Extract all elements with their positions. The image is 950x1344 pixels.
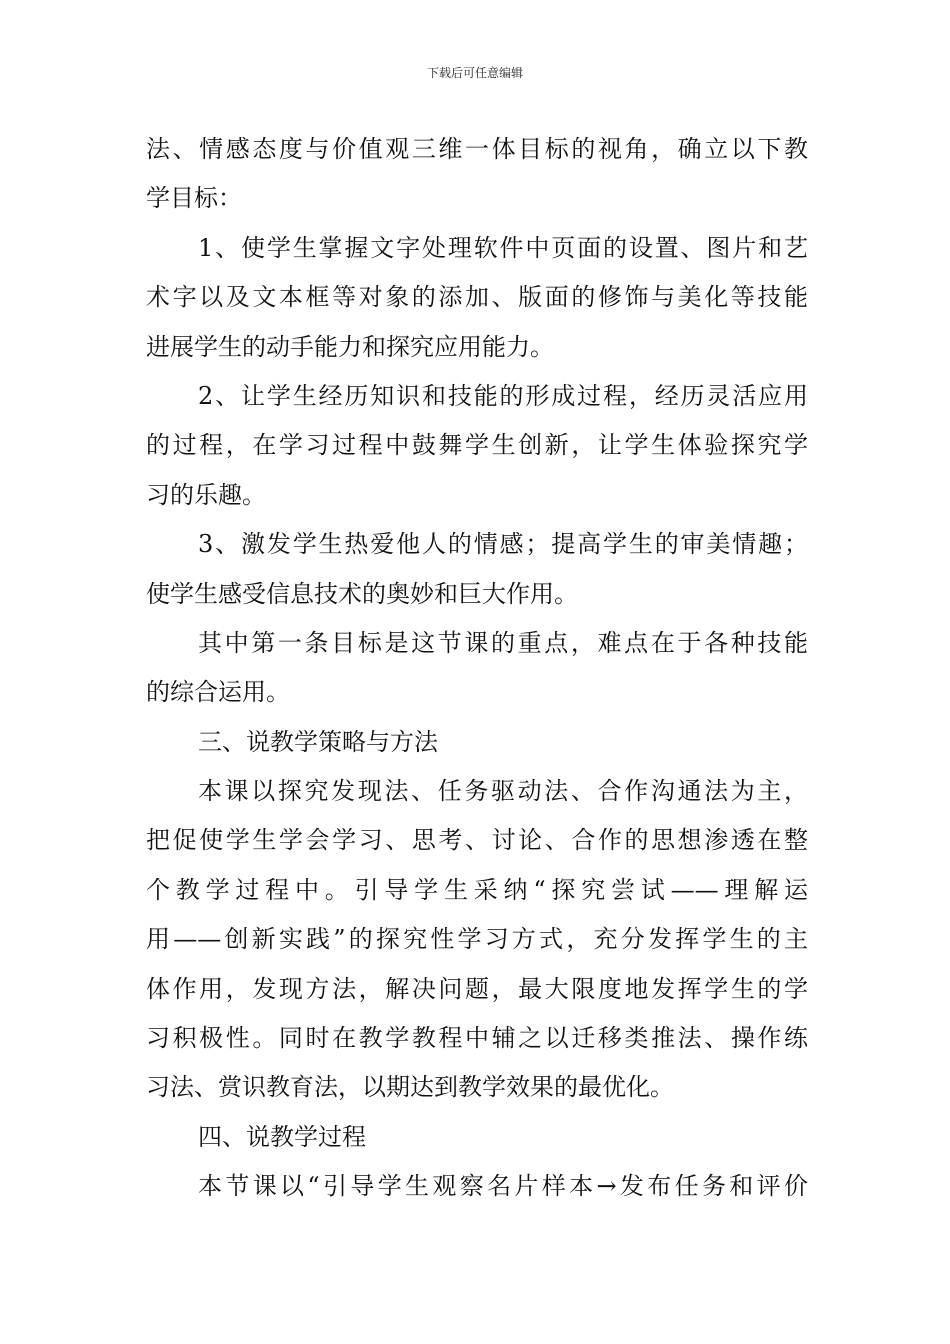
text-line: 用——创新实践”的探究性学习方式，充分发挥学生的主 (146, 925, 808, 954)
text-line: 法、情感态度与价值观三维一体目标的视角，确立以下教 (146, 135, 808, 163)
text-line: 使学生感受信息技术的奥妙和巨大作用。 (146, 579, 578, 608)
text-line: 2、让学生经历知识和技能的形成过程，经历灵活应用 (198, 381, 808, 410)
text-line: 其中第一条目标是这节课的重点，难点在于各种技能 (198, 628, 808, 657)
text-line: 习法、赏识教育法，以期达到教学效果的最优化。 (146, 1073, 674, 1102)
text-line: 进展学生的动手能力和探究应用能力。 (146, 332, 554, 361)
text-line: 学目标： (146, 184, 242, 213)
text-line: 把促使学生学会学习、思考、讨论、合作的思想渗透在整 (146, 826, 808, 855)
text-line: 的综合运用。 (146, 678, 290, 707)
text-line: 术字以及文本框等对象的添加、版面的修饰与美化等技能 (146, 283, 808, 312)
document-body (146, 125, 808, 1212)
text-line: 本课以探究发现法、任务驱动法、合作沟通法为主， (198, 777, 808, 806)
text-line: 体作用，发现方法，解决问题，最大限度地发挥学生的学 (146, 974, 808, 1003)
text-line: 本节课以“引导学生观察名片样本→发布任务和评价 (198, 1172, 808, 1201)
text-line: 习积极性。同时在教学教程中辅之以迁移类推法、操作练 (146, 1024, 808, 1053)
text-line: 的过程，在学习过程中鼓舞学生创新，让学生体验探究学 (146, 431, 808, 460)
section-heading: 三、说教学策略与方法 (198, 727, 438, 756)
text-line: 3、激发学生热爱他人的情感；提高学生的审美情趣； (198, 530, 808, 559)
text-line: 习的乐趣。 (146, 480, 266, 509)
page-header-note: 下载后可任意编辑 (426, 66, 523, 80)
text-line: 个教学过程中。引导学生采纳“探究尝试——理解运 (146, 875, 808, 904)
text-line: 1、使学生掌握文字处理软件中页面的设置、图片和艺 (198, 233, 808, 262)
section-heading: 四、说教学过程 (198, 1122, 366, 1151)
